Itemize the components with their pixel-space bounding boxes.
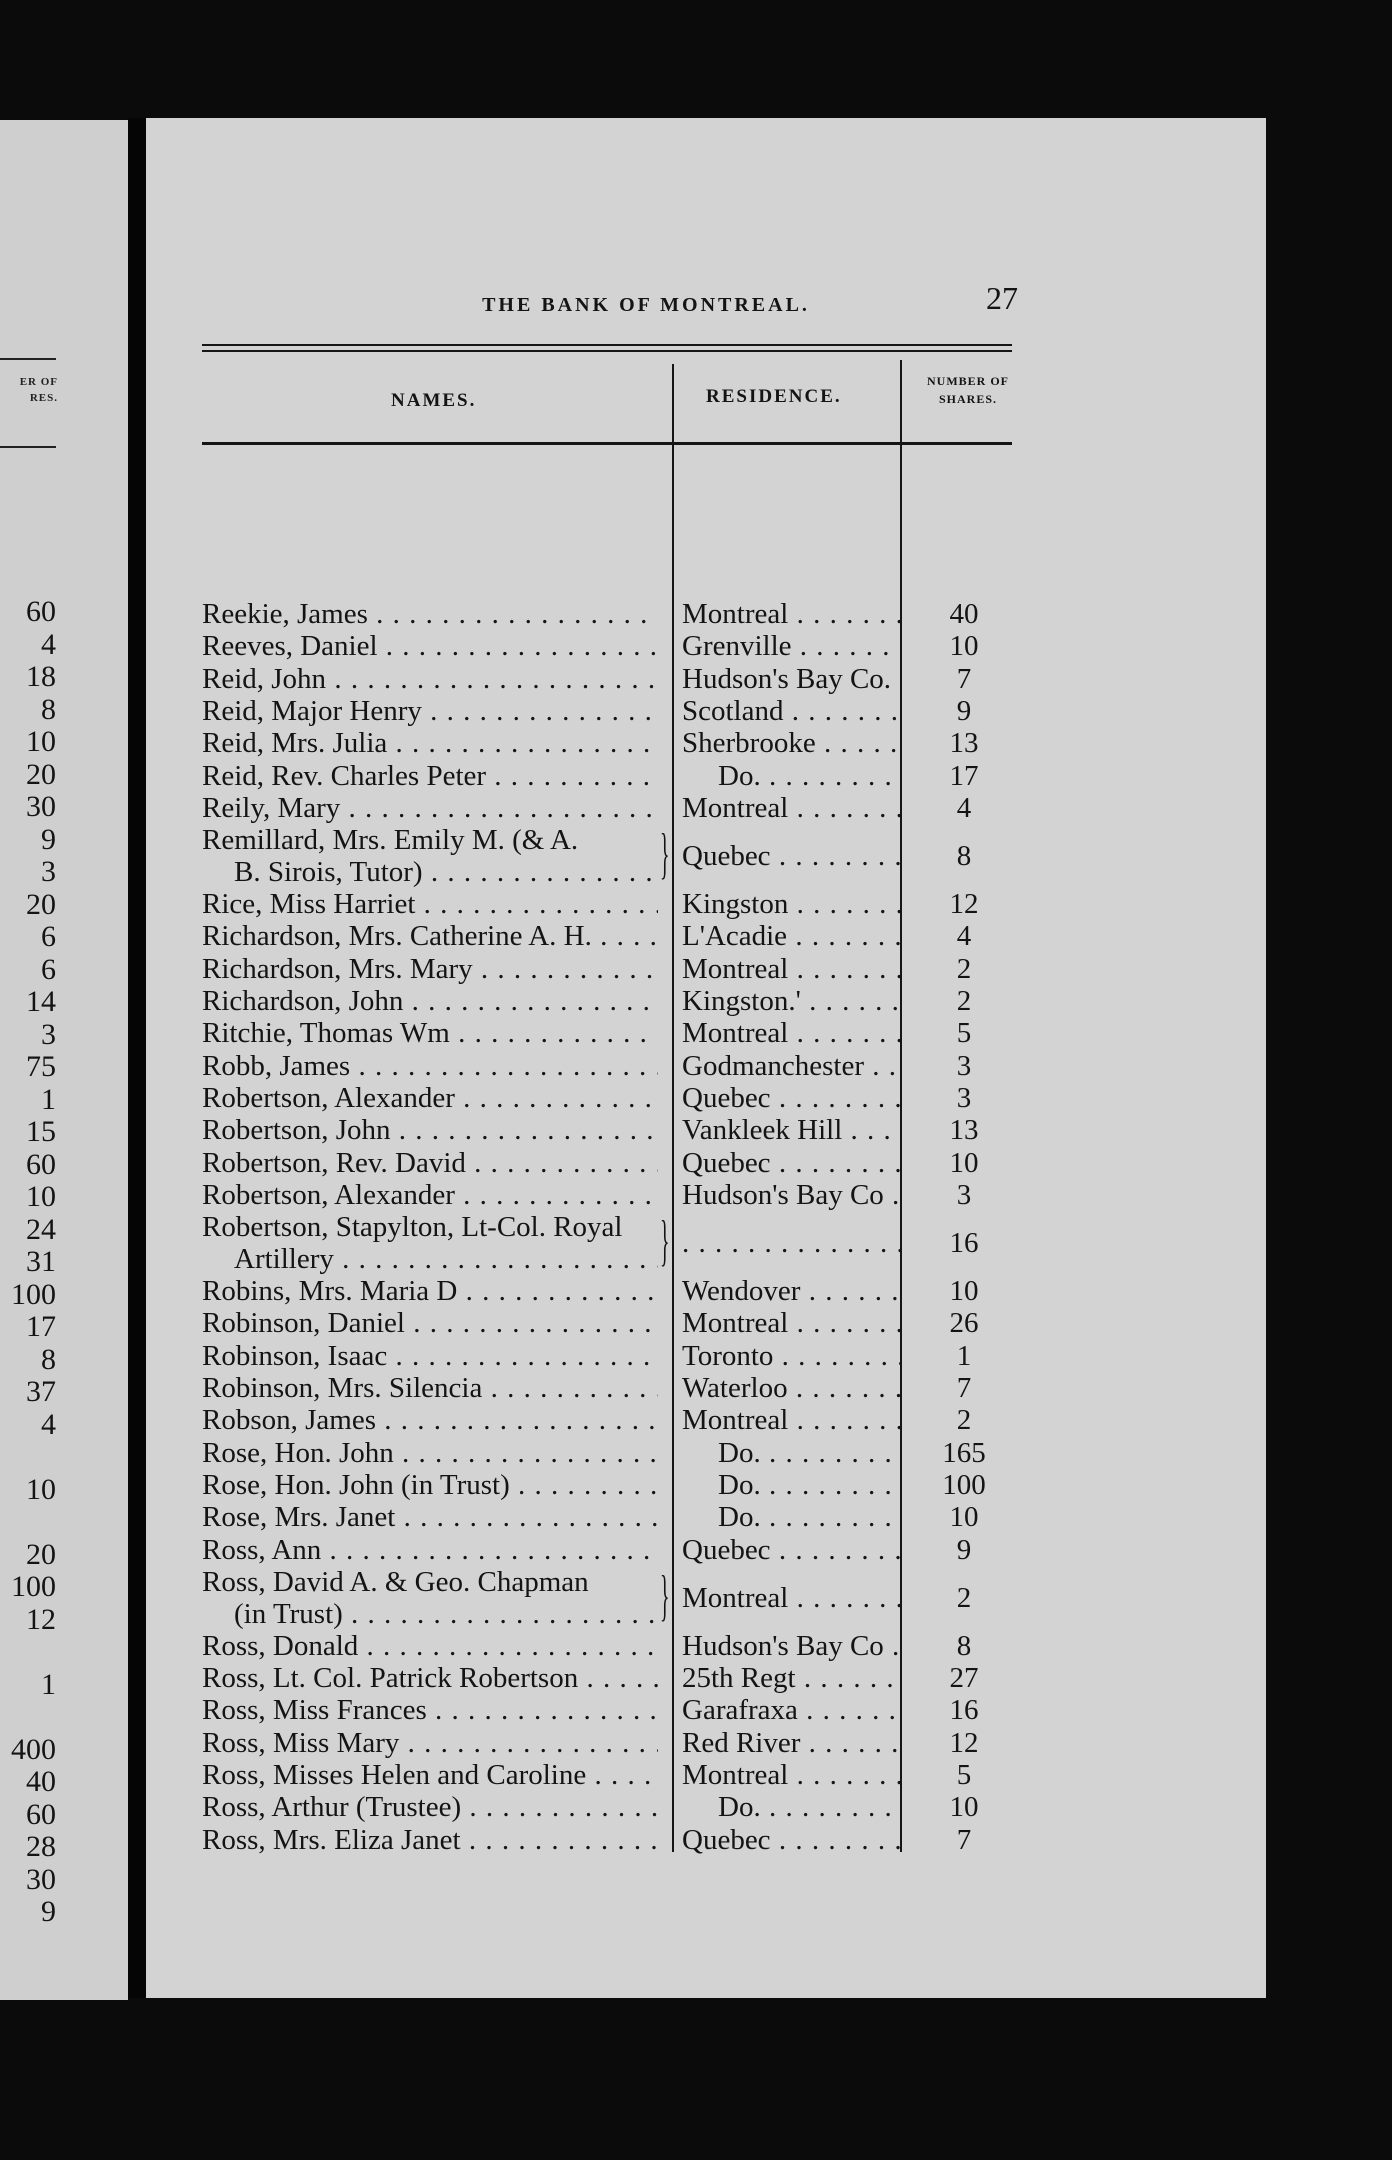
shareholder-name [202, 1566, 658, 1630]
table-row [202, 1404, 1022, 1436]
shareholder-name [202, 1211, 658, 1275]
table-row [202, 1727, 1022, 1759]
left-share-number [0, 1506, 56, 1539]
table-row [202, 920, 1022, 952]
table-row [202, 1824, 1022, 1856]
table-row [202, 1307, 1022, 1339]
shareholder-name: Reekie, James . . . [202, 598, 658, 630]
residence-cell: Montreal . . . [682, 1582, 900, 1614]
table-row [202, 1340, 1022, 1372]
shareholder-name: Robb, James . . . [202, 1050, 658, 1082]
table-row [202, 598, 1022, 630]
shares-cell: 9 [956, 1533, 972, 1566]
residence-cell: Montreal . . . [682, 792, 900, 824]
shareholder-name: Ross, Mrs. Eliza Janet . . . [202, 1824, 658, 1856]
page-number: 27 [986, 280, 1018, 316]
shareholder-name: Robinson, Mrs. Silencia . . . [202, 1372, 658, 1404]
left-share-number: 3 [41, 1017, 56, 1051]
left-share-number: 60 [26, 1147, 56, 1181]
shareholder-name-line2: Artillery . . . [202, 1243, 658, 1275]
shares-cell: 2 [956, 985, 972, 1017]
table-row [202, 953, 1022, 985]
shareholder-name-line2: B. Sirois, Tutor) . . . [202, 856, 658, 888]
residence-cell: Quebec . . . [682, 1147, 900, 1179]
residence-cell: Montreal . . . [682, 1307, 900, 1339]
shareholder-name: Robertson, Alexander . . . [202, 1082, 658, 1114]
brace-mark: } [660, 823, 670, 886]
table-row [202, 663, 1022, 695]
residence-cell: Kingston.' . . . [682, 985, 900, 1017]
left-share-number [0, 1441, 56, 1474]
shareholder-name-line2: (in Trust) . . . [202, 1598, 658, 1630]
left-share-number: 1 [41, 1667, 56, 1701]
left-share-number: 40 [26, 1765, 56, 1798]
shares-cell: 12 [949, 1726, 979, 1759]
left-share-number: 9 [41, 822, 56, 856]
shares-cell: 13 [949, 1114, 979, 1147]
shares-cell: 2 [956, 1404, 972, 1437]
shareholder-name: Reid, Rev. Charles Peter . . . [202, 760, 658, 792]
table-row [202, 1372, 1022, 1404]
shareholder-name-line1: Ross, David A. & Geo. Chapman [202, 1565, 589, 1598]
table-row [202, 888, 1022, 920]
left-share-number: 6 [41, 952, 56, 986]
residence-cell: Toronto . . . [682, 1340, 900, 1372]
left-share-number: 75 [26, 1050, 56, 1083]
table-row [202, 695, 1022, 727]
left-share-number: 10 [26, 1180, 56, 1213]
shares-cell: 10 [949, 1146, 979, 1179]
residence-cell: Montreal . . . [682, 953, 900, 985]
left-share-number: 4 [41, 627, 56, 661]
residence-cell: Waterloo . . . [682, 1372, 900, 1404]
left-shares-header [0, 374, 58, 406]
shareholder-name: Ross, Donald . . . [202, 1630, 658, 1662]
residence-cell: Montreal . . . [682, 1404, 900, 1436]
shares-cell: 9 [956, 694, 972, 727]
table-row [202, 792, 1022, 824]
left-top-rule [0, 358, 56, 360]
left-share-number: 14 [26, 985, 56, 1018]
residence-cell: Kingston . . . [682, 888, 900, 920]
shareholder-name: Rose, Mrs. Janet . . . [202, 1501, 658, 1533]
shares-cell: 7 [956, 1372, 972, 1404]
shares-cell: 8 [956, 840, 972, 873]
table-row [202, 1694, 1022, 1726]
residence-cell: Hudson's Bay Co . . . [682, 1179, 900, 1211]
residence-cell: Do. . . . [682, 1437, 900, 1469]
residence-cell: Hudson's Bay Co. . . . [682, 663, 900, 695]
shareholder-name: Reid, Mrs. Julia . . . [202, 727, 658, 759]
shareholder-name: Rose, Hon. John (in Trust) . . . [202, 1469, 658, 1501]
shares-cell: 10 [949, 1275, 979, 1308]
left-share-number [0, 1636, 56, 1669]
table-row [202, 1017, 1022, 1049]
left-share-number: 6 [41, 920, 56, 953]
left-share-number: 60 [26, 1797, 56, 1831]
table-row [202, 1050, 1022, 1082]
residence-cell: Hudson's Bay Co . . . [682, 1630, 900, 1662]
left-share-number: 18 [26, 660, 56, 693]
left-share-number: 8 [41, 1342, 56, 1376]
shares-cell: 100 [942, 1468, 986, 1501]
table-row [202, 1630, 1022, 1662]
names-column-header: NAMES. [391, 390, 477, 411]
shareholder-name: Ross, Arthur (Trustee) . . . [202, 1791, 658, 1823]
left-share-number: 400 [11, 1732, 56, 1766]
table-row [202, 1534, 1022, 1566]
shares-cell: 4 [956, 920, 972, 953]
shareholder-name: Ross, Misses Helen and Caroline . . . [202, 1759, 658, 1791]
residence-cell: Quebec . . . [682, 1824, 900, 1856]
left-header-rule [0, 446, 56, 448]
shareholder-name: Ross, Miss Frances . . . [202, 1694, 658, 1726]
left-share-number: 100 [11, 1277, 56, 1311]
shares-cell: 3 [956, 1049, 972, 1082]
left-share-number: 30 [26, 790, 56, 823]
table-row [202, 1275, 1022, 1307]
left-share-number: 1 [41, 1082, 56, 1116]
brace-mark: } [660, 1564, 670, 1627]
shares-cell: 17 [949, 759, 979, 792]
header-bottom-rule [202, 442, 1012, 445]
residence-cell: Montreal . . . [682, 1759, 900, 1791]
table-row [202, 985, 1022, 1017]
left-share-number: 30 [26, 1862, 56, 1896]
left-share-number: 4 [41, 1407, 56, 1441]
shareholder-name: Robinson, Daniel . . . [202, 1307, 658, 1339]
table-row [202, 1759, 1022, 1791]
shareholder-name: Robertson, Rev. David . . . [202, 1147, 658, 1179]
shareholder-name-line1: Robertson, Stapylton, Lt-Col. Royal [202, 1211, 623, 1244]
residence-cell: Vankleek Hill . . . [682, 1114, 900, 1146]
shares-cell: 40 [949, 598, 979, 630]
register-page [146, 118, 1266, 1998]
shares-cell: 2 [956, 952, 972, 985]
shareholder-name: Reeves, Daniel . . . [202, 630, 658, 662]
left-share-number: 28 [26, 1830, 56, 1863]
residence-cell: Quebec . . . [682, 1082, 900, 1114]
left-page-fragment [0, 120, 128, 2000]
table-row [202, 727, 1022, 759]
shareholder-name: Robson, James . . . [202, 1404, 658, 1436]
left-share-number: 3 [41, 855, 56, 888]
table-row [202, 824, 1022, 888]
left-share-number: 10 [26, 725, 56, 758]
left-share-number: 20 [26, 887, 56, 921]
table-row [202, 1147, 1022, 1179]
shares-cell: 10 [949, 630, 979, 663]
table-row [202, 1791, 1022, 1823]
table-row [202, 1662, 1022, 1694]
shares-cell: 26 [949, 1307, 979, 1340]
residence-cell: Grenville . . . [682, 630, 900, 662]
page-title: THE BANK OF MONTREAL. [482, 294, 810, 316]
shareholder-name: Ross, Miss Mary . . . [202, 1727, 658, 1759]
residence-cell: Red River . . . [682, 1727, 900, 1759]
left-share-numbers [0, 596, 56, 1929]
table-row [202, 1469, 1022, 1501]
top-rule [202, 344, 1012, 346]
residence-cell: 25th Regt . . . [682, 1662, 900, 1694]
shares-cell: 4 [956, 791, 972, 824]
shares-cell: 5 [956, 1017, 972, 1050]
table-row [202, 630, 1022, 662]
shares-header-line1: NUMBER OF [927, 374, 1009, 388]
left-share-number: 17 [26, 1310, 56, 1343]
shares-cell: 8 [956, 1629, 972, 1662]
shares-cell: 7 [956, 1823, 972, 1856]
shareholder-name: Robinson, Isaac . . . [202, 1340, 658, 1372]
shareholder-name: Robertson, John . . . [202, 1114, 658, 1146]
residence-cell: Sherbrooke . . . [682, 727, 900, 759]
shareholder-name: Rose, Hon. John . . . [202, 1437, 658, 1469]
table-row [202, 760, 1022, 792]
shareholder-name-line1: Remillard, Mrs. Emily M. (& A. [202, 824, 579, 857]
residence-cell: Quebec . . . [682, 840, 900, 872]
left-share-number: 10 [26, 1472, 56, 1506]
residence-cell: Do. . . . [682, 1791, 900, 1823]
shareholder-name: Ross, Lt. Col. Patrick Robertson . . . [202, 1662, 658, 1694]
left-share-number: 60 [26, 595, 56, 628]
left-share-number: 9 [41, 1895, 56, 1928]
shareholder-name: Robertson, Alexander . . . [202, 1179, 658, 1211]
brace-mark: } [660, 1210, 670, 1273]
table-row [202, 1566, 1022, 1630]
shares-cell: 10 [949, 1501, 979, 1534]
left-share-number: 8 [41, 692, 56, 726]
shares-cell: 5 [956, 1759, 972, 1791]
shares-cell: 13 [949, 727, 979, 760]
residence-cell: Do. . . . [682, 1469, 900, 1501]
shareholder-name: Richardson, Mrs. Catherine A. H. . . . [202, 920, 658, 952]
table-row [202, 1114, 1022, 1146]
table-row [202, 1501, 1022, 1533]
shares-cell: 16 [949, 1694, 979, 1727]
shares-cell: 1 [956, 1339, 972, 1372]
left-header-line2: RES. [29, 392, 58, 404]
table-row [202, 1211, 1022, 1275]
residence-cell: Wendover . . . [682, 1275, 900, 1307]
left-share-number: 37 [26, 1375, 56, 1408]
residence-cell: Do. . . . [682, 1501, 900, 1533]
left-header-line1: ER OF [19, 376, 58, 388]
residence-cell: Do. . . . [682, 760, 900, 792]
residence-cell: Scotland . . . [682, 695, 900, 727]
residence-cell: Montreal . . . [682, 1017, 900, 1049]
left-share-number: 20 [26, 1537, 56, 1571]
left-share-number: 12 [26, 1602, 56, 1636]
book-spine [128, 118, 146, 1998]
shareholder-name: Reid, Major Henry . . . [202, 695, 658, 727]
residence-column-header: RESIDENCE. [706, 386, 842, 407]
left-share-number [0, 1701, 56, 1734]
table-row [202, 1082, 1022, 1114]
shares-cell: 165 [942, 1436, 986, 1469]
shareholder-name: Ritchie, Thomas Wm . . . [202, 1017, 658, 1049]
shareholder-name: Reid, John . . . [202, 663, 658, 695]
left-share-number: 20 [26, 757, 56, 791]
shareholder-name: Ross, Ann . . . [202, 1534, 658, 1566]
left-share-number: 24 [26, 1212, 56, 1246]
left-share-number: 100 [11, 1570, 56, 1603]
residence-cell: Quebec . . . [682, 1534, 900, 1566]
residence-cell: Montreal . . . [682, 598, 900, 630]
residence-cell: L'Acadie . . . [682, 920, 900, 952]
left-share-number: 31 [26, 1245, 56, 1278]
shares-cell: 10 [949, 1791, 979, 1824]
shares-cell: 7 [956, 662, 972, 695]
shares-column-header [903, 372, 1033, 408]
residence-cell [682, 1227, 900, 1259]
shareholder-name: Reily, Mary . . . [202, 792, 658, 824]
shares-cell: 27 [949, 1662, 979, 1695]
left-share-number: 15 [26, 1115, 56, 1148]
shares-cell: 2 [956, 1581, 972, 1614]
shares-cell: 12 [949, 888, 979, 921]
shares-cell: 3 [956, 1081, 972, 1114]
shareholder-name: Robins, Mrs. Maria D . . . [202, 1275, 658, 1307]
residence-cell: Garafraxa . . . [682, 1694, 900, 1726]
table-row [202, 1179, 1022, 1211]
shareholder-name: Richardson, Mrs. Mary . . . [202, 953, 658, 985]
table-row [202, 1437, 1022, 1469]
shareholder-name: Richardson, John . . . [202, 985, 658, 1017]
shareholder-name: Rice, Miss Harriet . . . [202, 888, 658, 920]
shares-cell: 3 [956, 1178, 972, 1211]
shares-cell: 16 [949, 1227, 979, 1260]
shareholder-name [202, 824, 658, 888]
shares-header-line2: SHARES. [938, 392, 998, 406]
residence-cell: Godmanchester . . . [682, 1050, 900, 1082]
top-rule-double [202, 350, 1012, 352]
